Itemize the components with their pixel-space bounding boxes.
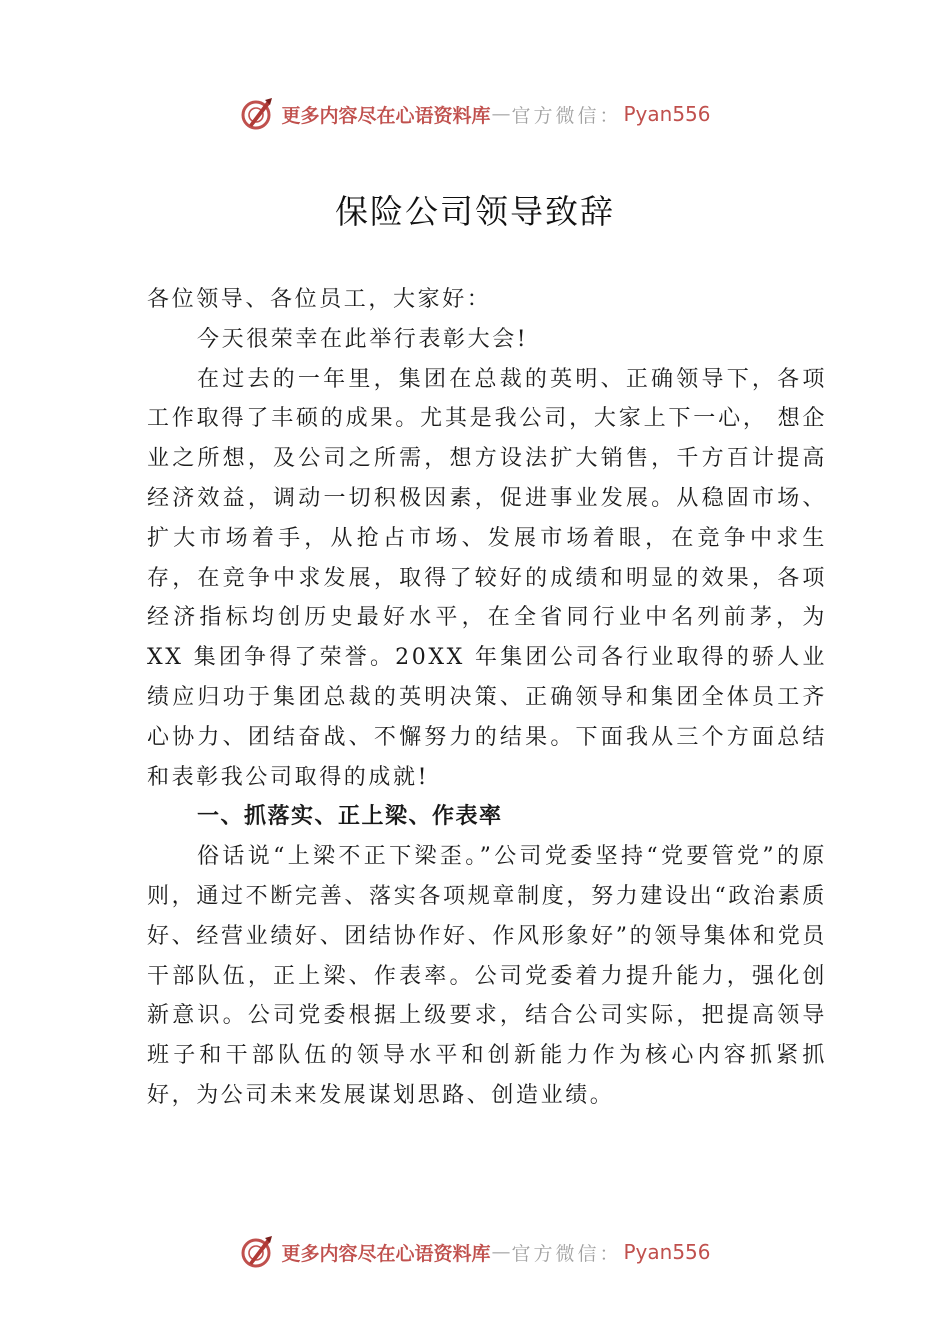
paragraph-2: 在过去的一年里，集团在总裁的英明、正确领导下，各项工作取得了丰硕的成果。尤其是我公司，大家上下一心， 想企业之所想，及公司之所需，想方设法扩大销售，千方百计提高经济效益，调动一切积极因素，促进事业发展。从稳固市场、扩大市场着手，从抢占市场、发展市场着眼，在竞争中求生存，在竞争中求发展，取得了较好的成绩和明显的效果，各项经济指标均创历史最好水平，在全省同行业中名列前茅，为 XX 集团争得了荣誉。20XX 年集团公司各行业取得的骄人业绩应归功于集团总裁的英明决策、正确领导和集团全体员工齐心协力、团结奋战、不懈努力的结果。下面我从三个方面总结和表彰我公司取得的成就! [147, 366, 827, 790]
document-title: 保险公司领导致辞 [335, 192, 615, 231]
greeting: 各位领导、各位员工，大家好： [147, 287, 492, 312]
banner-separator: — [491, 1241, 511, 1263]
pen-seal-icon [239, 96, 275, 132]
pen-seal-icon [239, 1234, 275, 1270]
banner-wechat-id: Pyan556 [623, 1240, 711, 1264]
section-heading: 一、抓落实、正上梁、作表率 [197, 804, 503, 830]
footer-banner [0, 1230, 950, 1274]
banner-text: 更多内容尽在心语资料库 [281, 1242, 491, 1265]
paragraph-1: 今天很荣幸在此举行表彰大会! [197, 326, 529, 352]
banner-text: 更多内容尽在心语资料库 [281, 104, 491, 127]
banner-wechat-id: Pyan556 [623, 102, 711, 126]
banner-label: 官方微信： [511, 104, 622, 127]
section-paragraph: 俗话说“上梁不正下梁歪。”公司党委坚持“党要管党”的原则，通过不断完善、落实各项规章制度，努力建设出“政治素质好、经营业绩好、团结协作好、作风形象好”的领导集体和党员干部队伍，正上梁、作表率。公司党委着力提升能力，强化创新意识。公司党委根据上级要求，结合公司实际，把提高领导班子和干部队伍的领导水平和创新能力作为核心内容抓紧抓好，为公司未来发展谋划思路、创造业绩。 [147, 844, 827, 1108]
banner-separator: — [491, 103, 511, 125]
header-banner [0, 92, 950, 136]
document-body [147, 280, 827, 1116]
banner-label: 官方微信： [511, 1242, 622, 1265]
